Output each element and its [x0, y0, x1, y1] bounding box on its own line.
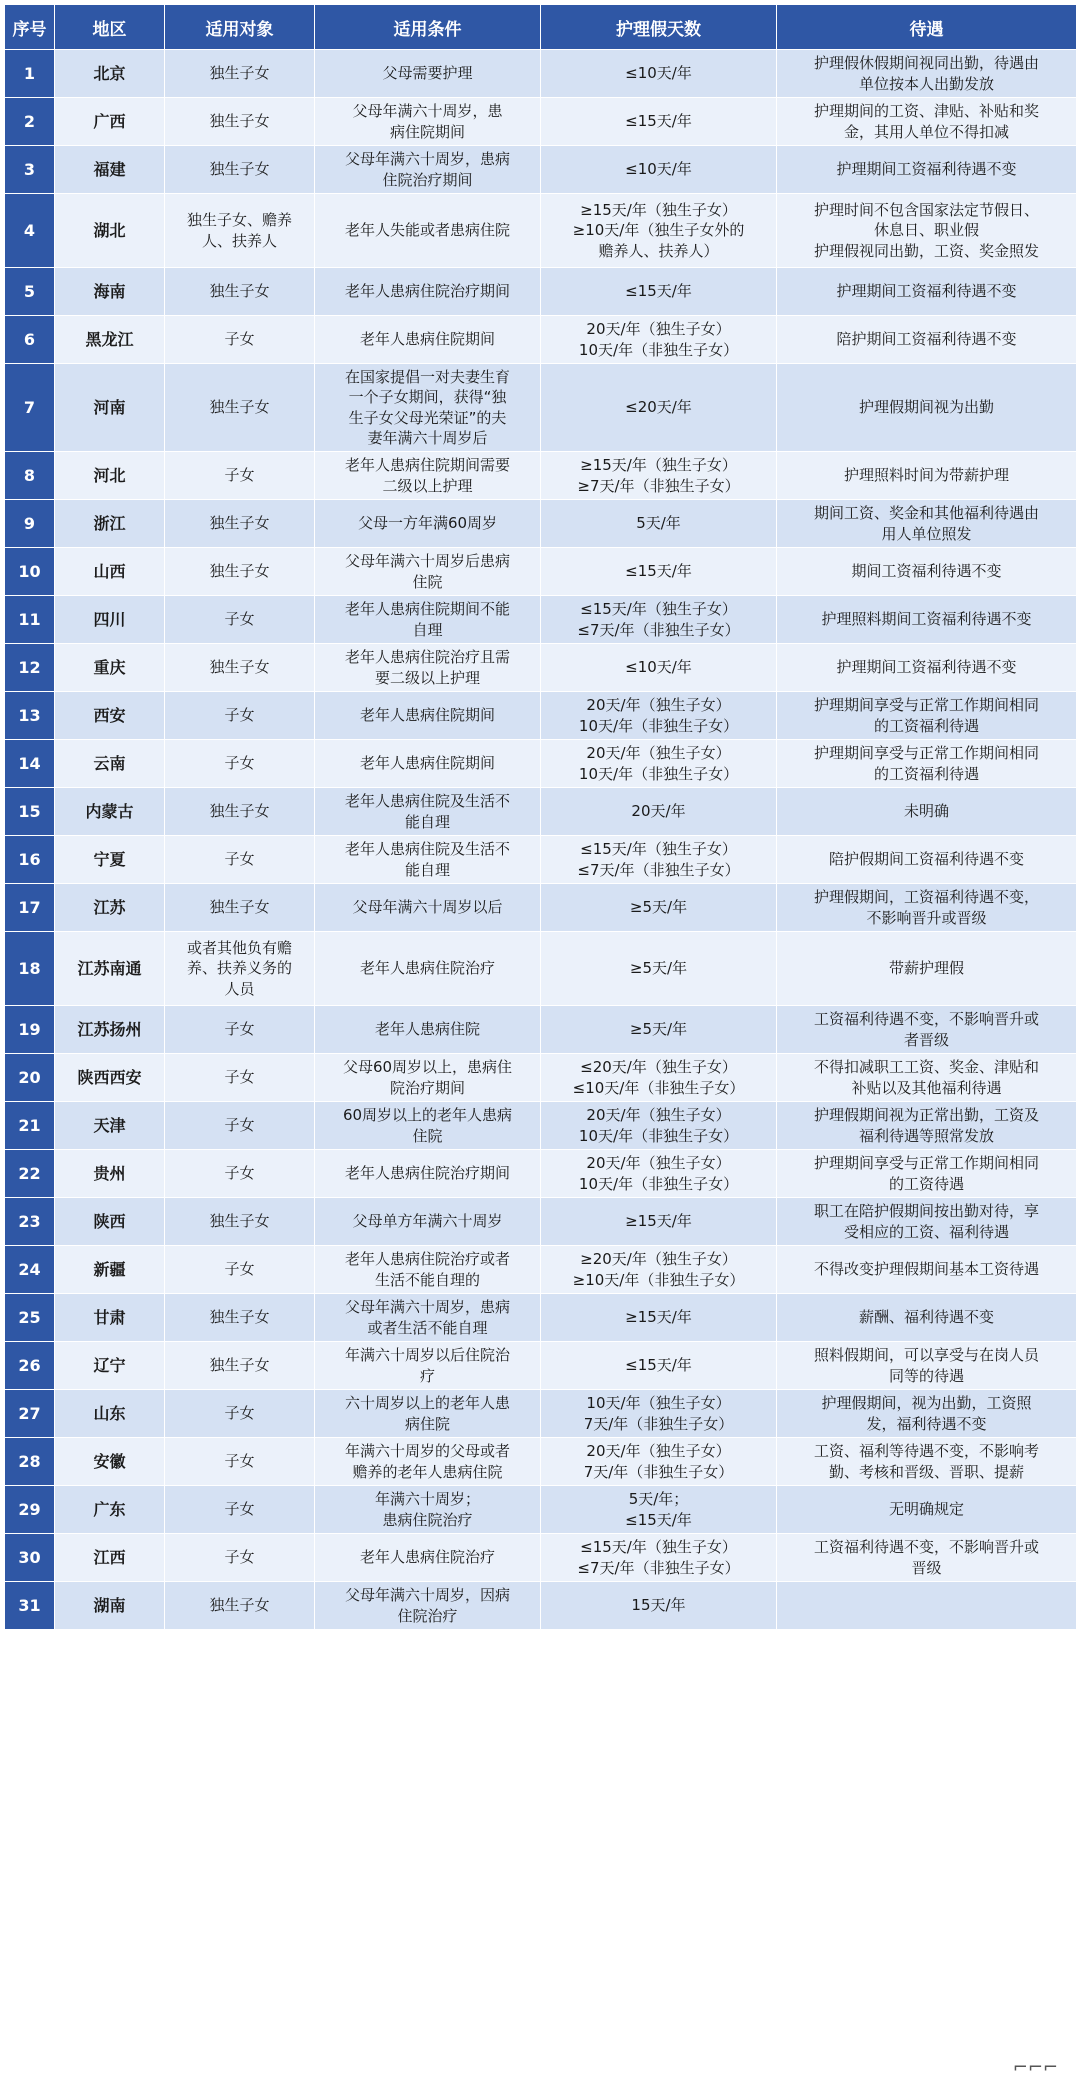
table-row: [5, 1534, 1077, 1582]
days-cell: 20天/年（独生子女） 10天/年（非独生子女）: [541, 740, 777, 788]
region-cell: 宁夏: [55, 836, 165, 884]
condition-cell: 老年人患病住院治疗: [315, 1534, 541, 1582]
table-row: [5, 316, 1077, 364]
benefit-cell: 工资、福利等待遇不变，不影响考 勤、考核和晋级、晋职、提薪: [777, 1438, 1077, 1486]
no-cell: 18: [5, 932, 55, 1006]
region-cell: 湖北: [55, 194, 165, 268]
benefit-cell: 期间工资、奖金和其他福利待遇由 用人单位照发: [777, 500, 1077, 548]
condition-cell: 老年人患病住院治疗且需 要二级以上护理: [315, 644, 541, 692]
target-cell: 独生子女: [165, 884, 315, 932]
no-cell: 25: [5, 1294, 55, 1342]
condition-cell: 年满六十周岁以后住院治 疗: [315, 1342, 541, 1390]
header-condition: 适用条件: [315, 5, 541, 50]
region-cell: 福建: [55, 146, 165, 194]
benefit-cell: 未明确: [777, 788, 1077, 836]
target-cell: 子女: [165, 1390, 315, 1438]
target-cell: 子女: [165, 596, 315, 644]
benefit-cell: 护理期间的工资、津贴、补贴和奖 金，其用人单位不得扣减: [777, 98, 1077, 146]
table-row: [5, 692, 1077, 740]
table-row: [5, 1198, 1077, 1246]
condition-cell: 年满六十周岁； 患病住院治疗: [315, 1486, 541, 1534]
region-cell: 北京: [55, 50, 165, 98]
no-cell: 10: [5, 548, 55, 596]
days-cell: ≤20天/年（独生子女） ≤10天/年（非独生子女）: [541, 1054, 777, 1102]
condition-cell: 老年人患病住院治疗期间: [315, 1150, 541, 1198]
target-cell: 独生子女: [165, 1582, 315, 1630]
benefit-cell: 护理假期间视为正常出勤，工资及 福利待遇等照常发放: [777, 1102, 1077, 1150]
table-row: [5, 1102, 1077, 1150]
days-cell: ≤15天/年（独生子女） ≤7天/年（非独生子女）: [541, 1534, 777, 1582]
condition-cell: 父母年满六十周岁，患 病住院期间: [315, 98, 541, 146]
watermark: ⌐⌐⌐: [1012, 2057, 1058, 2078]
no-cell: 1: [5, 50, 55, 98]
condition-cell: 老年人患病住院期间需要 二级以上护理: [315, 452, 541, 500]
condition-cell: 父母年满六十周岁，患病 或者生活不能自理: [315, 1294, 541, 1342]
benefit-cell: 护理期间享受与正常工作期间相同 的工资待遇: [777, 1150, 1077, 1198]
table-row: [5, 500, 1077, 548]
benefit-cell: 护理照料期间工资福利待遇不变: [777, 596, 1077, 644]
table-row: [5, 1006, 1077, 1054]
days-cell: 20天/年（独生子女） 7天/年（非独生子女）: [541, 1438, 777, 1486]
benefit-cell: [777, 1582, 1077, 1630]
region-cell: 山东: [55, 1390, 165, 1438]
no-cell: 6: [5, 316, 55, 364]
table-row: [5, 1582, 1077, 1630]
condition-cell: 父母年满六十周岁以后: [315, 884, 541, 932]
target-cell: 独生子女: [165, 644, 315, 692]
target-cell: 子女: [165, 452, 315, 500]
condition-cell: 父母年满六十周岁后患病 住院: [315, 548, 541, 596]
target-cell: 子女: [165, 740, 315, 788]
no-cell: 9: [5, 500, 55, 548]
days-cell: 10天/年（独生子女） 7天/年（非独生子女）: [541, 1390, 777, 1438]
table-row: [5, 1342, 1077, 1390]
target-cell: 子女: [165, 692, 315, 740]
region-cell: 陕西: [55, 1198, 165, 1246]
days-cell: ≥15天/年: [541, 1294, 777, 1342]
condition-cell: 老年人患病住院治疗或者 生活不能自理的: [315, 1246, 541, 1294]
condition-cell: 老年人患病住院期间: [315, 692, 541, 740]
table-row: [5, 836, 1077, 884]
condition-cell: 老年人患病住院期间: [315, 316, 541, 364]
no-cell: 24: [5, 1246, 55, 1294]
days-cell: ≤15天/年: [541, 1342, 777, 1390]
header-benefit: 待遇: [777, 5, 1077, 50]
target-cell: 独生子女: [165, 146, 315, 194]
days-cell: 20天/年（独生子女） 10天/年（非独生子女）: [541, 1102, 777, 1150]
region-cell: 广东: [55, 1486, 165, 1534]
benefit-cell: 无明确规定: [777, 1486, 1077, 1534]
condition-cell: 父母年满六十周岁，患病 住院治疗期间: [315, 146, 541, 194]
no-cell: 5: [5, 268, 55, 316]
target-cell: 独生子女: [165, 548, 315, 596]
region-cell: 重庆: [55, 644, 165, 692]
condition-cell: 老年人患病住院: [315, 1006, 541, 1054]
target-cell: 独生子女: [165, 268, 315, 316]
condition-cell: 父母一方年满60周岁: [315, 500, 541, 548]
condition-cell: 年满六十周岁的父母或者 赡养的老年人患病住院: [315, 1438, 541, 1486]
region-cell: 四川: [55, 596, 165, 644]
benefit-cell: 护理期间享受与正常工作期间相同 的工资福利待遇: [777, 692, 1077, 740]
table-row: [5, 452, 1077, 500]
condition-cell: 老年人患病住院治疗期间: [315, 268, 541, 316]
header-region: 地区: [55, 5, 165, 50]
target-cell: 子女: [165, 1246, 315, 1294]
days-cell: 20天/年（独生子女） 10天/年（非独生子女）: [541, 692, 777, 740]
region-cell: 天津: [55, 1102, 165, 1150]
leave-policy-table: [4, 4, 1077, 1630]
days-cell: ≥5天/年: [541, 1006, 777, 1054]
target-cell: 子女: [165, 1534, 315, 1582]
no-cell: 16: [5, 836, 55, 884]
benefit-cell: 不得扣减职工工资、奖金、津贴和 补贴以及其他福利待遇: [777, 1054, 1077, 1102]
benefit-cell: 陪护期间工资福利待遇不变: [777, 316, 1077, 364]
days-cell: ≥20天/年（独生子女） ≥10天/年（非独生子女）: [541, 1246, 777, 1294]
condition-cell: 老年人患病住院期间不能 自理: [315, 596, 541, 644]
table-row: [5, 1486, 1077, 1534]
days-cell: ≤15天/年: [541, 98, 777, 146]
benefit-cell: 护理期间工资福利待遇不变: [777, 146, 1077, 194]
target-cell: 独生子女: [165, 50, 315, 98]
no-cell: 26: [5, 1342, 55, 1390]
no-cell: 2: [5, 98, 55, 146]
days-cell: ≥5天/年: [541, 884, 777, 932]
days-cell: ≤10天/年: [541, 146, 777, 194]
benefit-cell: 不得改变护理假期间基本工资待遇: [777, 1246, 1077, 1294]
days-cell: 20天/年（独生子女） 10天/年（非独生子女）: [541, 316, 777, 364]
days-cell: 5天/年: [541, 500, 777, 548]
benefit-cell: 职工在陪护假期间按出勤对待，享 受相应的工资、福利待遇: [777, 1198, 1077, 1246]
condition-cell: 父母年满六十周岁，因病 住院治疗: [315, 1582, 541, 1630]
condition-cell: 六十周岁以上的老年人患 病住院: [315, 1390, 541, 1438]
no-cell: 27: [5, 1390, 55, 1438]
benefit-cell: 陪护假期间工资福利待遇不变: [777, 836, 1077, 884]
region-cell: 江苏南通: [55, 932, 165, 1006]
region-cell: 浙江: [55, 500, 165, 548]
region-cell: 贵州: [55, 1150, 165, 1198]
region-cell: 甘肃: [55, 1294, 165, 1342]
table-header-row: [5, 5, 1077, 50]
no-cell: 7: [5, 364, 55, 452]
table-row: [5, 1294, 1077, 1342]
benefit-cell: 工资福利待遇不变，不影响晋升或 晋级: [777, 1534, 1077, 1582]
target-cell: 独生子女、赡养 人、扶养人: [165, 194, 315, 268]
condition-cell: 父母60周岁以上，患病住 院治疗期间: [315, 1054, 541, 1102]
target-cell: 独生子女: [165, 98, 315, 146]
target-cell: 子女: [165, 1486, 315, 1534]
table-row: [5, 1246, 1077, 1294]
no-cell: 13: [5, 692, 55, 740]
benefit-cell: 护理假期间，视为出勤，工资照 发，福利待遇不变: [777, 1390, 1077, 1438]
days-cell: ≥5天/年: [541, 932, 777, 1006]
header-days: 护理假天数: [541, 5, 777, 50]
condition-cell: 老年人患病住院及生活不 能自理: [315, 788, 541, 836]
header-no: 序号: [5, 5, 55, 50]
no-cell: 8: [5, 452, 55, 500]
region-cell: 云南: [55, 740, 165, 788]
region-cell: 河北: [55, 452, 165, 500]
target-cell: 独生子女: [165, 500, 315, 548]
condition-cell: 老年人失能或者患病住院: [315, 194, 541, 268]
region-cell: 湖南: [55, 1582, 165, 1630]
no-cell: 23: [5, 1198, 55, 1246]
days-cell: 15天/年: [541, 1582, 777, 1630]
table-row: [5, 194, 1077, 268]
table-row: [5, 1054, 1077, 1102]
no-cell: 11: [5, 596, 55, 644]
region-cell: 江苏: [55, 884, 165, 932]
table-row: [5, 932, 1077, 1006]
benefit-cell: 护理假期间，工资福利待遇不变， 不影响晋升或晋级: [777, 884, 1077, 932]
table-row: [5, 1390, 1077, 1438]
region-cell: 西安: [55, 692, 165, 740]
benefit-cell: 期间工资福利待遇不变: [777, 548, 1077, 596]
region-cell: 内蒙古: [55, 788, 165, 836]
condition-cell: 老年人患病住院及生活不 能自理: [315, 836, 541, 884]
days-cell: ≥15天/年: [541, 1198, 777, 1246]
target-cell: 子女: [165, 1438, 315, 1486]
days-cell: ≤20天/年: [541, 364, 777, 452]
benefit-cell: 工资福利待遇不变，不影响晋升或 者晋级: [777, 1006, 1077, 1054]
days-cell: 20天/年: [541, 788, 777, 836]
no-cell: 21: [5, 1102, 55, 1150]
no-cell: 22: [5, 1150, 55, 1198]
days-cell: ≥15天/年（独生子女） ≥7天/年（非独生子女）: [541, 452, 777, 500]
condition-cell: 在国家提倡一对夫妻生育 一个子女期间，获得“独 生子女父母光荣证”的夫 妻年满六十周岁后: [315, 364, 541, 452]
no-cell: 28: [5, 1438, 55, 1486]
condition-cell: 父母需要护理: [315, 50, 541, 98]
target-cell: 子女: [165, 1102, 315, 1150]
days-cell: 20天/年（独生子女） 10天/年（非独生子女）: [541, 1150, 777, 1198]
table-row: [5, 268, 1077, 316]
benefit-cell: 护理期间工资福利待遇不变: [777, 268, 1077, 316]
days-cell: 5天/年； ≤15天/年: [541, 1486, 777, 1534]
days-cell: ≤10天/年: [541, 644, 777, 692]
benefit-cell: 照料假期间，可以享受与在岗人员 同等的待遇: [777, 1342, 1077, 1390]
table-row: [5, 788, 1077, 836]
table-row: [5, 1150, 1077, 1198]
table-row: [5, 1438, 1077, 1486]
benefit-cell: 护理照料时间为带薪护理: [777, 452, 1077, 500]
table-row: [5, 644, 1077, 692]
region-cell: 陕西西安: [55, 1054, 165, 1102]
no-cell: 17: [5, 884, 55, 932]
table-row: [5, 740, 1077, 788]
days-cell: ≥15天/年（独生子女） ≥10天/年（独生子女外的 赡养人、扶养人）: [541, 194, 777, 268]
region-cell: 江西: [55, 1534, 165, 1582]
benefit-cell: 护理时间不包含国家法定节假日、 休息日、职业假 护理假视同出勤，工资、奖金照发: [777, 194, 1077, 268]
target-cell: 独生子女: [165, 1342, 315, 1390]
table-row: [5, 884, 1077, 932]
no-cell: 4: [5, 194, 55, 268]
region-cell: 安徽: [55, 1438, 165, 1486]
region-cell: 江苏扬州: [55, 1006, 165, 1054]
benefit-cell: 护理假休假期间视同出勤，待遇由 单位按本人出勤发放: [777, 50, 1077, 98]
no-cell: 20: [5, 1054, 55, 1102]
condition-cell: 60周岁以上的老年人患病 住院: [315, 1102, 541, 1150]
region-cell: 辽宁: [55, 1342, 165, 1390]
no-cell: 14: [5, 740, 55, 788]
region-cell: 广西: [55, 98, 165, 146]
table-row: [5, 98, 1077, 146]
no-cell: 15: [5, 788, 55, 836]
days-cell: ≤15天/年（独生子女） ≤7天/年（非独生子女）: [541, 596, 777, 644]
no-cell: 30: [5, 1534, 55, 1582]
target-cell: 子女: [165, 836, 315, 884]
target-cell: 独生子女: [165, 1198, 315, 1246]
benefit-cell: 薪酬、福利待遇不变: [777, 1294, 1077, 1342]
days-cell: ≤15天/年: [541, 548, 777, 596]
table-row: [5, 548, 1077, 596]
condition-cell: 父母单方年满六十周岁: [315, 1198, 541, 1246]
target-cell: 子女: [165, 316, 315, 364]
benefit-cell: 护理期间工资福利待遇不变: [777, 644, 1077, 692]
table-row: [5, 50, 1077, 98]
no-cell: 29: [5, 1486, 55, 1534]
region-cell: 河南: [55, 364, 165, 452]
target-cell: 独生子女: [165, 1294, 315, 1342]
no-cell: 3: [5, 146, 55, 194]
target-cell: 子女: [165, 1006, 315, 1054]
condition-cell: 老年人患病住院期间: [315, 740, 541, 788]
target-cell: 子女: [165, 1150, 315, 1198]
benefit-cell: 护理期间享受与正常工作期间相同 的工资福利待遇: [777, 740, 1077, 788]
no-cell: 31: [5, 1582, 55, 1630]
table-row: [5, 596, 1077, 644]
region-cell: 海南: [55, 268, 165, 316]
table-row: [5, 146, 1077, 194]
target-cell: 独生子女: [165, 364, 315, 452]
leave-policy-table-container: [4, 4, 1076, 1630]
header-target: 适用对象: [165, 5, 315, 50]
region-cell: 新疆: [55, 1246, 165, 1294]
region-cell: 黑龙江: [55, 316, 165, 364]
days-cell: ≤15天/年: [541, 268, 777, 316]
benefit-cell: 护理假期间视为出勤: [777, 364, 1077, 452]
no-cell: 19: [5, 1006, 55, 1054]
days-cell: ≤10天/年: [541, 50, 777, 98]
table-row: [5, 364, 1077, 452]
benefit-cell: 带薪护理假: [777, 932, 1077, 1006]
target-cell: 或者其他负有赡 养、扶养义务的 人员: [165, 932, 315, 1006]
no-cell: 12: [5, 644, 55, 692]
condition-cell: 老年人患病住院治疗: [315, 932, 541, 1006]
days-cell: ≤15天/年（独生子女） ≤7天/年（非独生子女）: [541, 836, 777, 884]
target-cell: 子女: [165, 1054, 315, 1102]
table-body: [5, 50, 1077, 1630]
target-cell: 独生子女: [165, 788, 315, 836]
region-cell: 山西: [55, 548, 165, 596]
